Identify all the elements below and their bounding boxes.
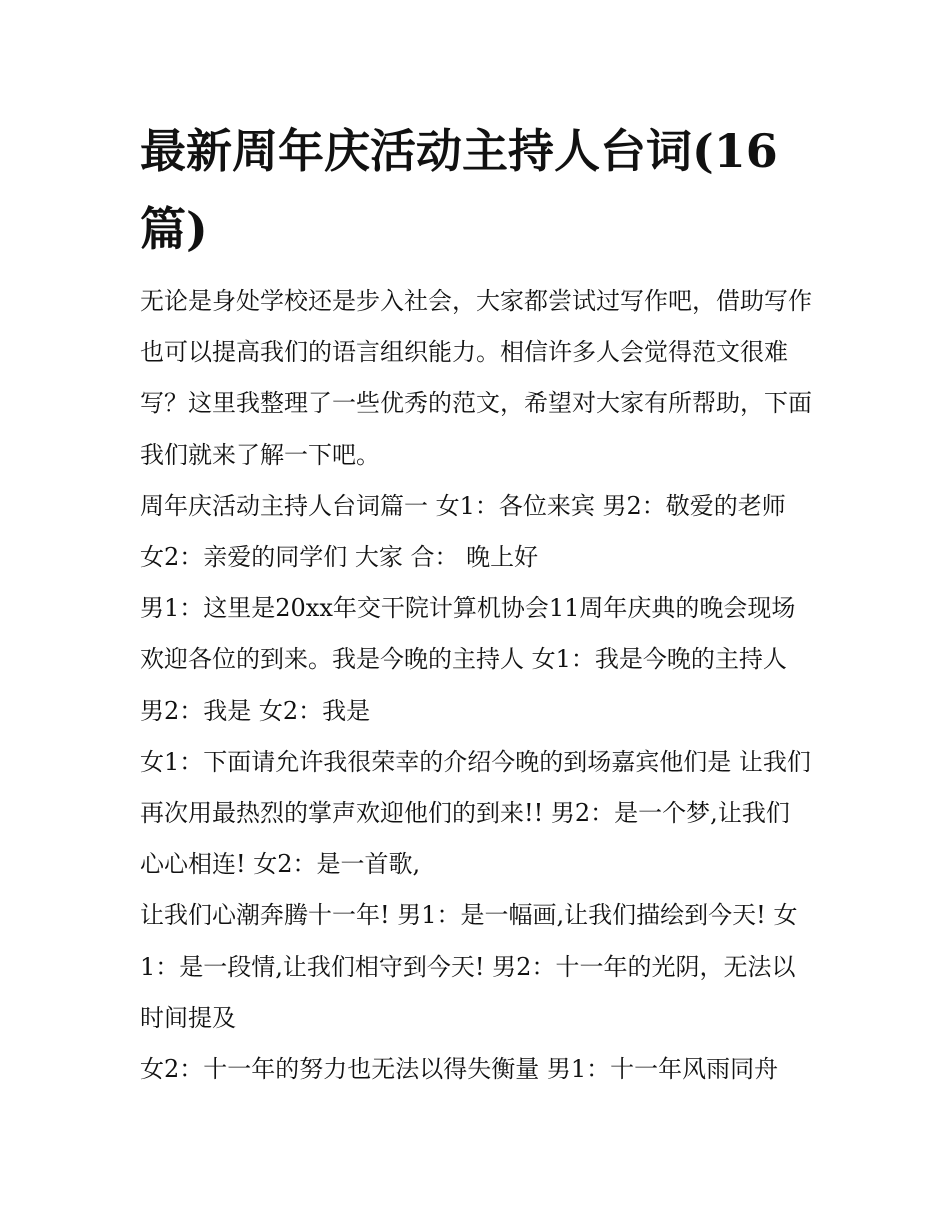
- paragraph-script-2: 男1：这里是20xx年交干院计算机协会11周年庆典的晚会现场 欢迎各位的到来。我是今晚的主持人 女1：我是今晚的主持人 男2：我是 女2：我是: [140, 594, 796, 725]
- paragraph-script-4: 让我们心潮奔腾十一年! 男1：是一幅画,让我们描绘到今天! 女1：是一段情,让我们相守到今天! 男2：十一年的光阴，无法以时间提及: [140, 901, 798, 1032]
- document-body: [140, 276, 812, 1095]
- paragraph-script-1: 周年庆活动主持人台词篇一 女1：各位来宾 男2：敬爱的老师 女2：亲爱的同学们 大家 合： 晚上好: [140, 491, 786, 572]
- paragraph-intro: 无论是身处学校还是步入社会，大家都尝试过写作吧，借助写作也可以提高我们的语言组织能力。相信许多人会觉得范文很难写？这里我整理了一些优秀的范文，希望对大家有所帮助，下面我们就来了解一下吧。: [140, 287, 812, 469]
- document-title: 最新周年庆活动主持人台词(16篇): [140, 124, 778, 256]
- paragraph-script-3: 女1：下面请允许我很荣幸的介绍今晚的到场嘉宾他们是 让我们再次用最热烈的掌声欢迎他们的到来!! 男2：是一个梦,让我们心心相连! 女2：是一首歌,: [140, 747, 811, 879]
- paragraph-script-5: 女2：十一年的努力也无法以得失衡量 男1：十一年风雨同舟: [140, 1055, 779, 1084]
